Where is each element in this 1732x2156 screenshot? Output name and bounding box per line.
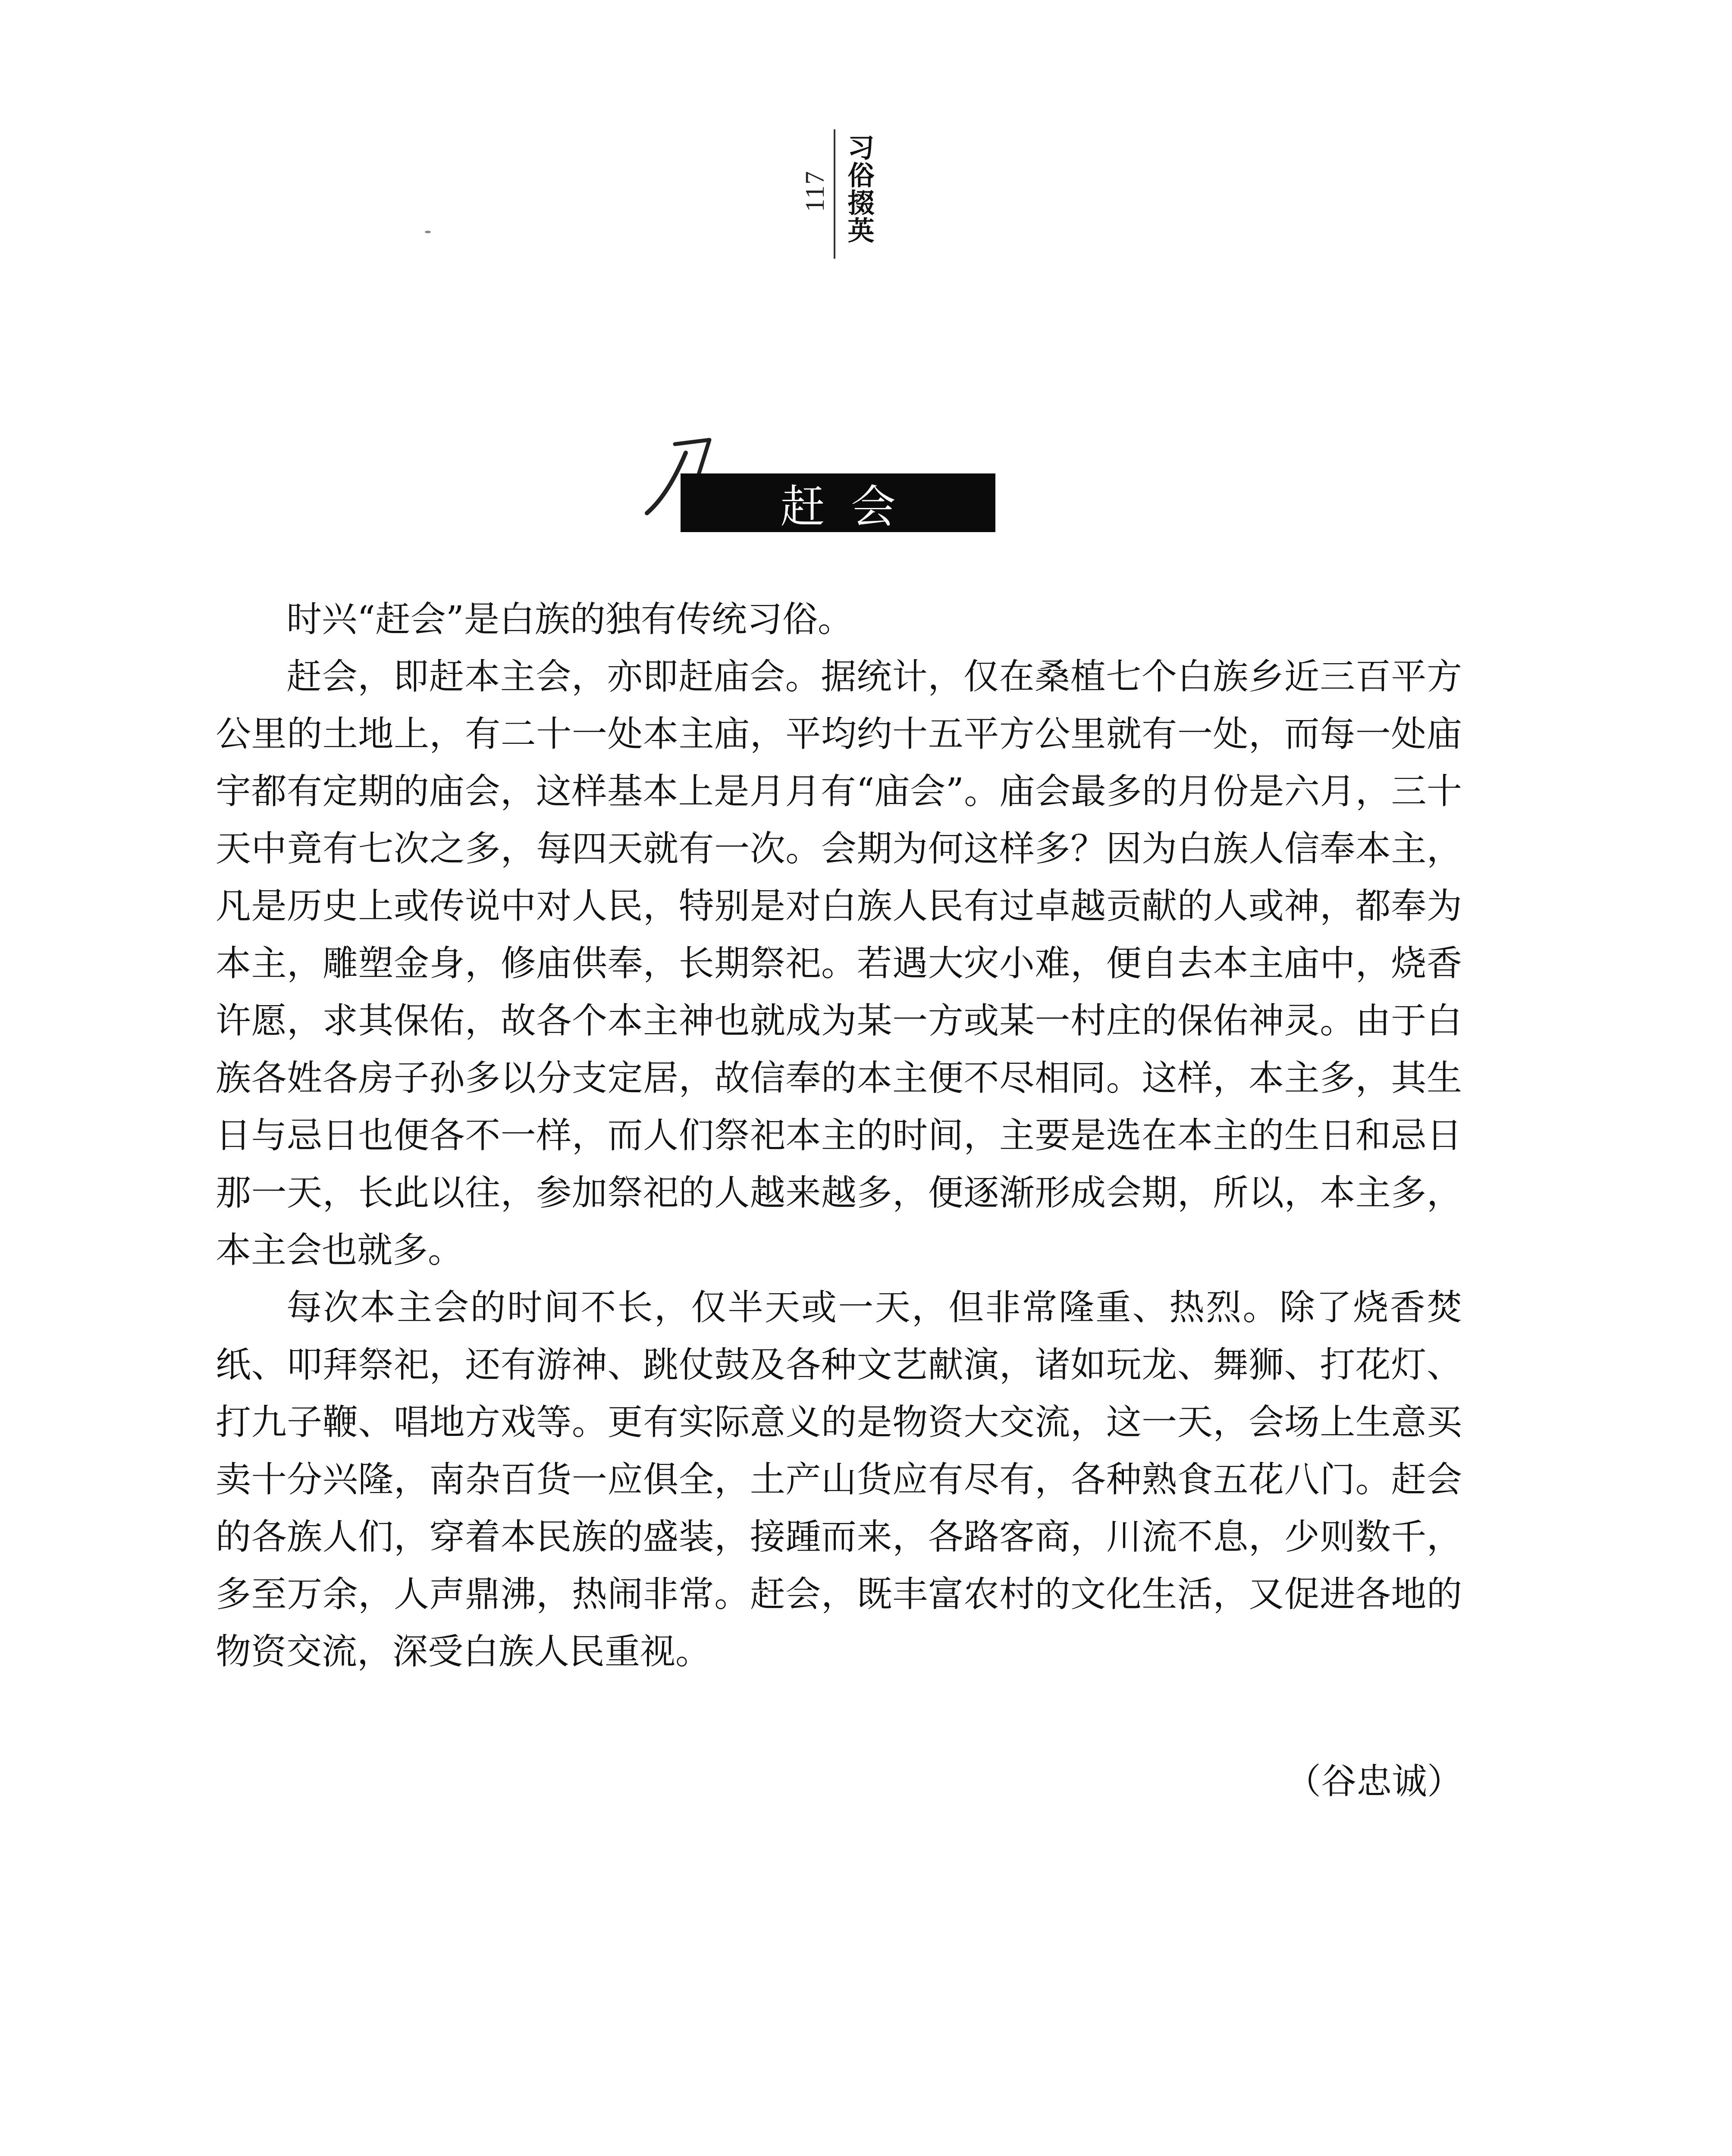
scan-speck xyxy=(425,231,431,233)
running-header xyxy=(800,129,875,259)
page-title: 赶会 xyxy=(780,480,922,533)
title-banner xyxy=(681,473,995,532)
article-body xyxy=(216,591,1462,1680)
paragraph: 时兴“赶会”是白族的独有传统习俗。 xyxy=(286,599,853,640)
section-name: 习俗掇英 xyxy=(843,134,875,244)
author-byline: （谷忠诚） xyxy=(1285,1761,1462,1802)
header-divider xyxy=(834,129,835,259)
paragraph: 每次本主会的时间不长，仅半天或一天，但非常隆重、热烈。除了烧香焚纸、叩拜祭祀，还有游神、跳仗鼓及各种文艺献演，诸如玩龙、舞狮、打花灯、打九子鞭、唱地方戏等。更有实际意义的是物资大交流，这一天，会场上生意买卖十分兴隆，南杂百货一应俱全，土产山货应有尽有，各种熟食五花八门。赶会的各族人们，穿着本民族的盛装，接踵而来，各路客商，川流不息，少则数千，多至万余，人声鼎沸，热闹非常。赶会，既丰富农村的文化生活，又促进各地的物资交流，深受白族人民重视。 xyxy=(216,1287,1462,1672)
paragraph: 赶会，即赶本主会，亦即赶庙会。据统计，仅在桑植七个白族乡近三百平方公里的土地上，有二十一处本主庙，平均约十五平方公里就有一处，而每一处庙宇都有定期的庙会，这样基本上是月月有“庙会”。庙会最多的月份是六月，三十天中竟有七次之多，每四天就有一次。会期为何这样多？因为白族人信奉本主，凡是历史上或传说中对人民，特别是对白族人民有过卓越贡献的人或神，都奉为本主，雕塑金身，修庙供奉，长期祭祀。若遇大灾小难，便自去本主庙中，烧香许愿，求其保佑，故各个本主神也就成为某一方或某一村庄的保佑神灵。由于白族各姓各房子孙多以分支定居，故信奉的本主便不尽相同。这样，本主多，其生日与忌日也便各不一样，而人们祭祀本主的时间，主要是选在本主的生日和忌日那一天，长此以往，参加祭祀的人越来越多，便逐渐形成会期，所以，本主多，本主会也就多。 xyxy=(216,656,1462,1271)
page-number: 117 xyxy=(800,170,830,212)
